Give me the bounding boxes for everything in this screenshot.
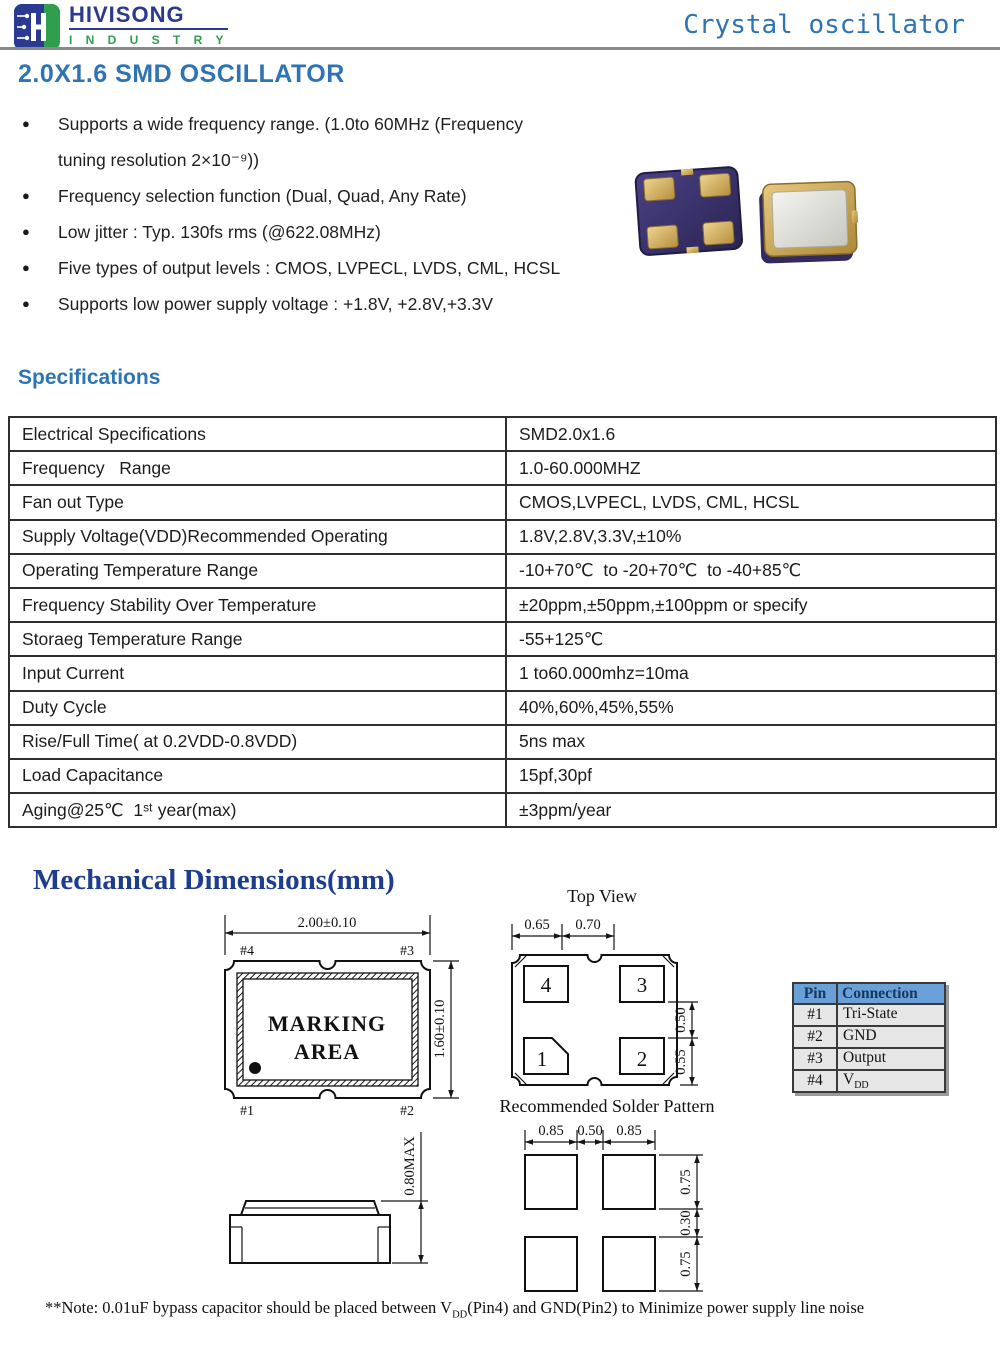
spec-row: [9, 485, 996, 519]
spec-label: Frequency Range: [9, 451, 506, 485]
dimension-label: 0.50: [673, 1007, 689, 1033]
spec-value: 1.8V,2.8V,3.3V,±10%: [506, 520, 996, 554]
spec-row: [9, 656, 996, 690]
pin-row: #2 GND: [793, 1026, 945, 1048]
header-divider: [0, 47, 1000, 50]
spec-value: SMD2.0x1.6: [506, 417, 996, 451]
pad-number: 3: [636, 973, 648, 997]
solder-pad: [603, 1237, 655, 1291]
features-list: [22, 106, 652, 322]
spec-row: [9, 759, 996, 793]
spec-label: Operating Temperature Range: [9, 554, 506, 588]
pin-row: #3 Output: [793, 1048, 945, 1070]
spec-table: [8, 416, 997, 828]
marking-area-text: MARKING: [267, 1011, 387, 1036]
feature-text: Low jitter : Typ. 130fs rms (@622.08MHz): [58, 222, 381, 242]
solder-pad: [603, 1155, 655, 1209]
pad-number: 2: [636, 1047, 648, 1071]
brand-underline: [69, 28, 228, 30]
pin-col-header: Pin: [793, 983, 837, 1004]
pin1-indicator-dot: [249, 1062, 261, 1074]
connection-col-header: Connection: [837, 983, 945, 1004]
pin-label: #2: [400, 1104, 414, 1118]
spec-row: [9, 691, 996, 725]
top-view-drawing: [492, 910, 712, 1100]
dimension-label: 0.80MAX: [402, 1136, 418, 1196]
bullet-icon: ●: [22, 296, 30, 311]
feature-item: [22, 250, 652, 286]
spec-value: 1 to60.000mhz=10ma: [506, 656, 996, 690]
dimension-label: 0.30: [678, 1210, 694, 1236]
spec-label: Electrical Specifications: [9, 417, 506, 451]
bullet-icon: ●: [22, 260, 30, 275]
mech-heading: Mechanical Dimensions(mm): [33, 864, 395, 896]
spec-value: -55+125℃: [506, 622, 996, 656]
spec-label: Fan out Type: [9, 485, 506, 519]
spec-row: [9, 417, 996, 451]
spec-row: [9, 588, 996, 622]
feature-text: Frequency selection function (Dual, Quad, Any Rate): [58, 186, 467, 206]
bullet-icon: ●: [22, 188, 30, 203]
dimension-label: 0.50: [577, 1123, 603, 1139]
spec-value: 40%,60%,45%,55%: [506, 691, 996, 725]
spec-row: [9, 520, 996, 554]
brand-logo-icon: [14, 4, 60, 50]
brand-logo: [14, 4, 228, 50]
spec-row: [9, 793, 996, 827]
dimension-label: 0.85: [616, 1123, 642, 1139]
feature-item: [22, 106, 652, 178]
package-outline-drawing: [185, 903, 475, 1118]
spec-label: Supply Voltage(VDD)Recommended Operating: [9, 520, 506, 554]
spec-value: ±3ppm/year: [506, 793, 996, 827]
dimension-label: 0.75: [678, 1169, 694, 1195]
bullet-icon: ●: [22, 116, 30, 131]
pin-label: #3: [400, 944, 414, 959]
solder-pattern-label: Recommended Solder Pattern: [499, 1096, 715, 1116]
note-text: **Note: 0.01uF bypass capacitor should be placed between $V_{DD}(Pin4)$ and GND(Pin2) to Minimize power supply line noise: [45, 1298, 865, 1321]
dimension-label: 2.00±0.10: [297, 915, 357, 931]
spec-row: [9, 554, 996, 588]
pad-number: 4: [540, 973, 552, 997]
brand-name: HIVISONG: [69, 2, 185, 27]
spec-label: Frequency Stability Over Temperature: [9, 588, 506, 622]
spec-value: 15pf,30pf: [506, 759, 996, 793]
specs-heading: Specifications: [18, 366, 161, 389]
solder-pattern-drawing: [497, 1116, 712, 1298]
dimension-label: 0.75: [678, 1251, 694, 1277]
bullet-icon: ●: [22, 224, 30, 239]
spec-label: Duty Cycle: [9, 691, 506, 725]
dimension-label: 0.65: [524, 917, 550, 933]
document-title: Crystal oscillator: [683, 10, 965, 40]
dimension-label: 0.85: [538, 1123, 564, 1139]
pin-row: #1 Tri-State: [793, 1004, 945, 1026]
top-view-label: Top View: [567, 886, 637, 906]
pin-connection-table: [792, 982, 946, 1093]
solder-pad: [525, 1237, 577, 1291]
product-heading: 2.0X1.6 SMD OSCILLATOR: [18, 60, 345, 88]
dimension-label: 0.55: [673, 1049, 689, 1075]
spec-row: [9, 725, 996, 759]
spec-label: Storaeg Temperature Range: [9, 622, 506, 656]
feature-item: [22, 178, 652, 214]
feature-text: tuning resolution 2×10⁻⁹)): [58, 150, 260, 170]
chip-photo-top-view: [754, 176, 861, 270]
spec-label: Aging@25℃ 1ˢᵗ year(max): [9, 793, 506, 827]
feature-text: Supports a wide frequency range. (1.0to 60MHz (Frequency: [58, 114, 523, 134]
marking-area-text: AREA: [293, 1039, 361, 1064]
brand-subtitle: I N D U S T R Y: [69, 33, 229, 47]
spec-value: ±20ppm,±50ppm,±100ppm or specify: [506, 588, 996, 622]
feature-text: Five types of output levels : CMOS, LVPECL, LVDS, CML, HCSL: [58, 258, 561, 278]
pin-label: #4: [240, 944, 254, 959]
spec-label: Rise/Full Time( at 0.2VDD-0.8VDD): [9, 725, 506, 759]
side-view-drawing: [212, 1120, 447, 1275]
spec-row: [9, 451, 996, 485]
feature-item: [22, 214, 652, 250]
spec-label: Load Capacitance: [9, 759, 506, 793]
dimension-label: 0.70: [575, 917, 601, 933]
pin-row: #4 $V_{DD}$: [793, 1070, 945, 1092]
spec-row: [9, 622, 996, 656]
spec-label: Input Current: [9, 656, 506, 690]
pin-label: #1: [240, 1104, 254, 1118]
feature-text: Supports low power supply voltage : +1.8V, +2.8V,+3.3V: [58, 294, 494, 314]
spec-value: 1.0-60.000MHZ: [506, 451, 996, 485]
spec-value: -10+70℃ to -20+70℃ to -40+85℃: [506, 554, 996, 588]
solder-pad: [525, 1155, 577, 1209]
feature-item: [22, 286, 652, 322]
chip-photo-bottom-view: [631, 162, 749, 264]
pad-number: 1: [536, 1047, 548, 1071]
dimension-label: 1.60±0.10: [432, 999, 448, 1059]
spec-value: 5ns max: [506, 725, 996, 759]
spec-value: CMOS,LVPECL, LVDS, CML, HCSL: [506, 485, 996, 519]
